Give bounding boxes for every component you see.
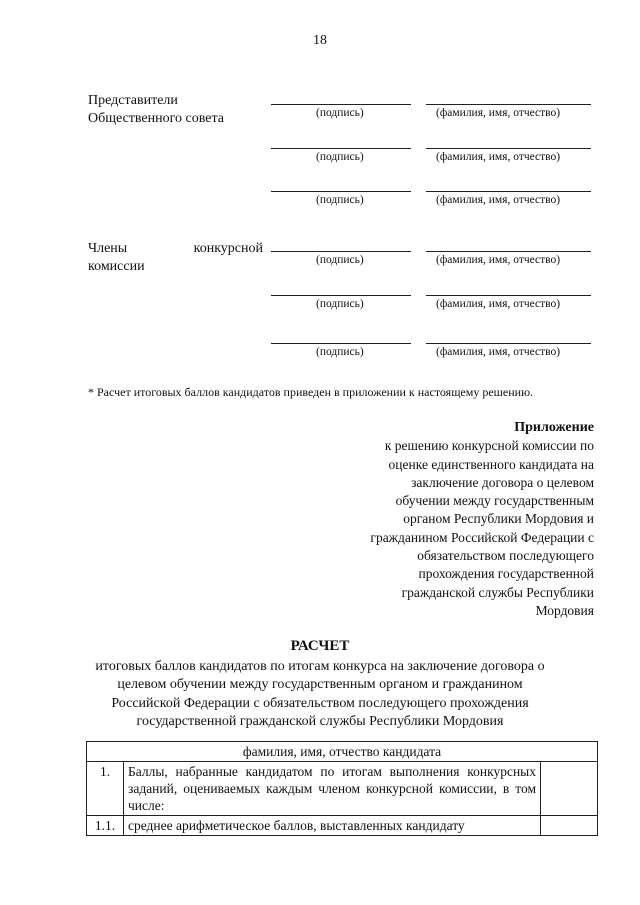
appendix-title: Приложение [514,420,594,435]
name-line [426,148,591,149]
signature-row [271,148,591,168]
appendix-line: заключение договора о целевом [411,474,594,490]
calculation-subtitle: итоговых баллов кандидатов по итогам конкурса на заключение договора о целевом обучении между государственным органом и гражданином Российской Федерации с обязательством последующего прохождения государственной гражданской службы Республики Мордовия [95,659,545,729]
name-caption: (фамилия, имя, отчество) [436,298,561,310]
appendix-line: к решению конкурсной комиссии по [384,438,594,454]
row-value [541,816,598,836]
row-number: 1.1. [87,816,124,836]
appendix-line: обязательством последующего [417,548,594,564]
signature-line [271,343,411,344]
row-number: 1. [87,762,124,816]
signature-line [271,191,411,192]
signature-row [271,295,591,315]
signature-caption: (подпись) [316,298,364,310]
footnote: * Расчет итоговых баллов кандидатов приведен в приложении к настоящему решению. [88,385,534,399]
name-line [426,191,591,192]
signature-row [271,343,591,363]
candidate-name-header: фамилия, имя, отчество кандидата [87,742,598,762]
scores-table [86,741,598,836]
row-value [541,762,598,816]
signature-row [271,191,591,211]
appendix-line: обучении между государственным [395,493,594,509]
signature-row [271,104,591,124]
table-row [87,762,598,816]
signature-line [271,148,411,149]
signature-caption: (подпись) [316,107,364,119]
appendix-line: прохождения государственной [418,566,594,582]
name-line [426,251,591,252]
row-text: Баллы, набранные кандидатом по итогам выполнения конкурсных заданий, оцениваемых каждым членом конкурсной комиссии, в том числе: [124,762,541,816]
signature-row [271,251,591,271]
row-text: среднее арифметическое баллов, выставленных кандидату [124,816,541,836]
signature-block [88,92,608,372]
name-line [426,104,591,105]
name-caption: (фамилия, имя, отчество) [436,254,561,266]
name-caption: (фамилия, имя, отчество) [436,151,561,163]
table-row [87,816,598,836]
appendix-line: гражданской службы Республики [401,584,594,600]
name-line [426,295,591,296]
appendix-heading [330,419,594,620]
signature-line [271,295,411,296]
appendix-line: гражданином Российской Федерации с [370,529,594,545]
name-caption: (фамилия, имя, отчество) [436,107,561,119]
calculation-title: РАСЧЕТ [290,638,350,654]
signature-caption: (подпись) [316,194,364,206]
appendix-line: органом Республики Мордовия и [403,511,594,527]
representatives-label: Представители Общественного совета [88,93,224,126]
name-line [426,343,591,344]
name-caption: (фамилия, имя, отчество) [436,194,561,206]
signature-caption: (подпись) [316,346,364,358]
table-header-row [87,742,598,762]
name-caption: (фамилия, имя, отчество) [436,346,561,358]
appendix-line: оценке единственного кандидата на [388,456,594,472]
signature-caption: (подпись) [316,151,364,163]
signature-caption: (подпись) [316,254,364,266]
appendix-line: Мордовия [535,602,594,618]
signature-line [271,104,411,105]
commission-members-label: Члены конкурсной комиссии [88,241,263,274]
signature-line [271,251,411,252]
page-number: 18 [313,33,327,48]
